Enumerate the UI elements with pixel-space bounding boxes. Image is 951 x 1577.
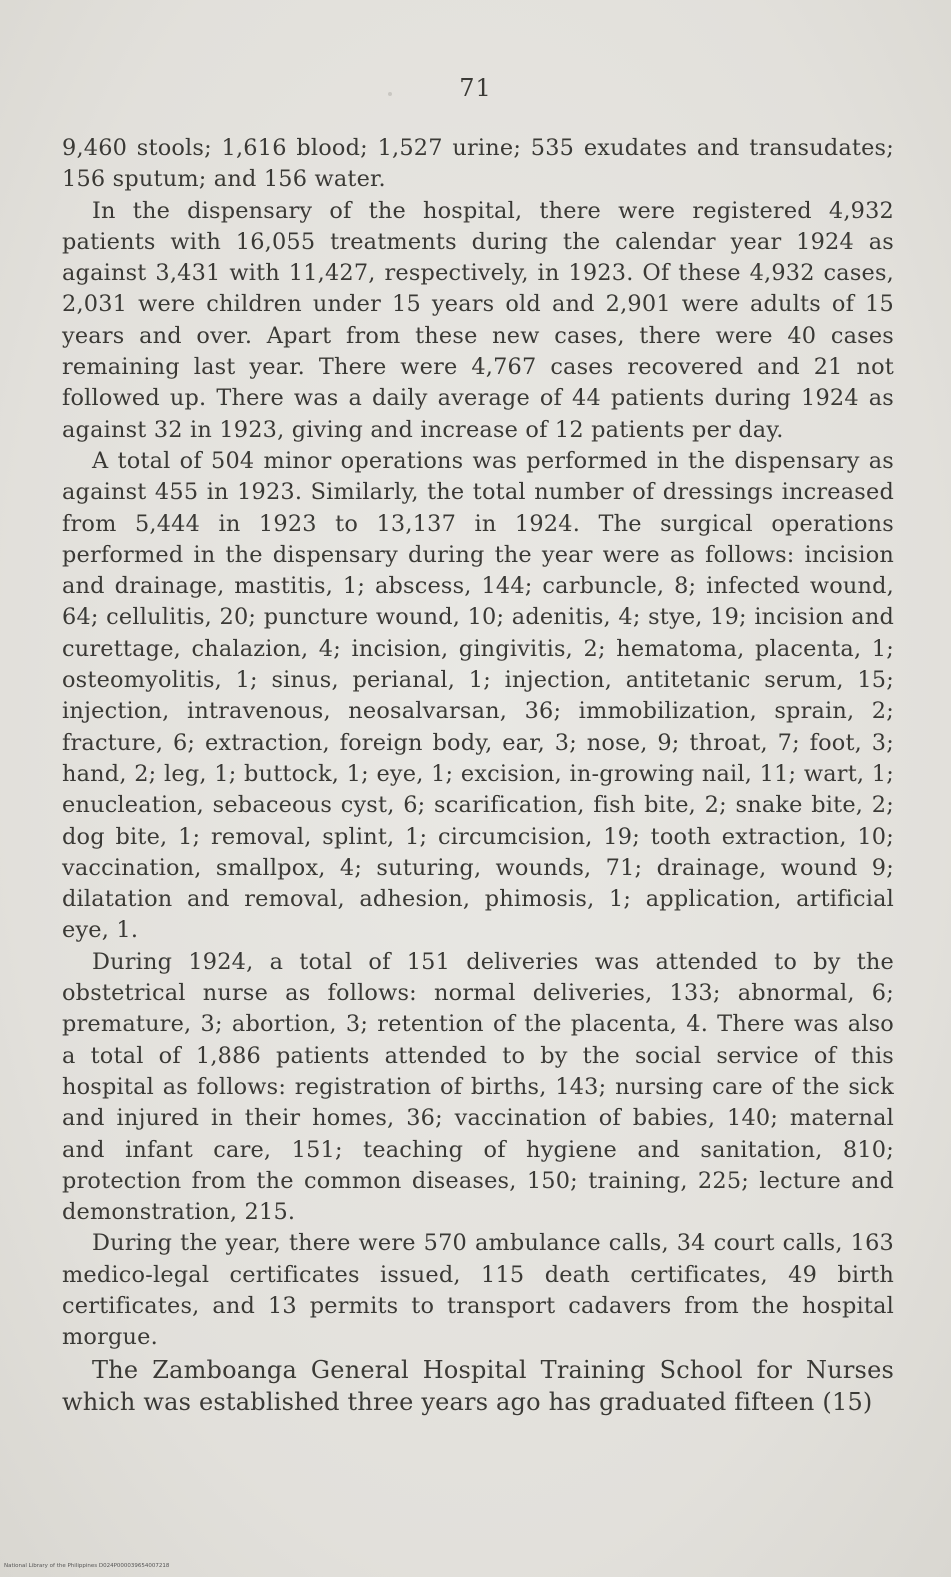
paragraph-dispensary-patients: In the dispensary of the hospital, there were registered 4,932 patients with 16,055 treatments during the calendar year 1924 as against 3,431 with 11,427, respectively, in 1923. Of these 4,932 cases, 2,031 were children under 15 years old and 2,901 were adults of 15 years and over. Apart from these new cases, there were 40 cases remaining last year. There were 4,767 cases recovered and 21 not followed up. There was a daily average of 44 patients during 1924 as against 32 in 1923, giving and increase of 12 patients per day. (62, 197, 894, 443)
paragraph-nursing-school: The Zamboanga General Hospital Training School for Nurses which was established three years ago has graduated fifteen (15) (62, 1355, 894, 1416)
paragraph-minor-operations: A total of 504 minor operations was performed in the dispensary as against 455 in 1923. Similarly, the total number of dressings increased from 5,444 in 1923 to 13,137 in 1924. The surgical operations performed in the dispensary during the year were as follows: incision and drainage, mastitis, 1; abscess, 144; carbuncle, 8; infected wound, 64; cellulitis, 20; puncture wound, 10; adenitis, 4; stye, 19; incision and curettage, chalazion, 4; incision, gingivitis, 2; hematoma, placenta, 1; osteomyolitis, 1; sinus, perianal, 1; injection, antitetanic serum, 15; injection, intravenous, neosalvarsan, 36; immobilization, sprain, 2; fracture, 6; extraction, foreign body, ear, 3; nose, 9; throat, 7; foot, 3; hand, 2; leg, 1; buttock, 1; eye, 1; excision, in-growing nail, 11; wart, 1; enucleation, sebaceous cyst, 6; scarification, fish bite, 2; snake bite, 2; dog bite, 1; removal, splint, 1; circumcision, 19; tooth extraction, 10; vaccination, smallpox, 4; suturing, wounds, 71; drainage, wound 9; dilatation and removal, adhesion, phimosis, 1; application, artificial eye, 1. (62, 447, 894, 944)
paragraph-lab-exams-continued: 9,460 stools; 1,616 blood; 1,527 urine; 535 exudates and transudates; 156 sputum; and 156 water. (62, 135, 894, 193)
paragraph-deliveries-social-service: During 1924, a total of 151 deliveries was attended to by the obstetrical nurse as follows: normal deliveries, 133; abnormal, 6; premature, 3; abortion, 3; retention of the placenta, 4. There was also a total of 1,886 patients attended to by the social service of this hospital as follows: registration of births, 143; nursing care of the sick and injured in their homes, 36; vaccination of babies, 140; maternal and infant care, 151; teaching of hygiene and sanitation, 810; protection from the common diseases, 150; training, 225; lecture and demonstration, 215. (62, 948, 894, 1226)
paragraph-ambulance-certificates: During the year, there were 570 ambulance calls, 34 court calls, 163 medico-legal certificates issued, 115 death certificates, 49 birth certificates, and 13 permits to transport cadavers from the hospital morgue. (62, 1230, 894, 1351)
library-footer-note: National Library of the Philippines D024P000039654007218 (4, 1563, 170, 1569)
page-number: 71 (459, 74, 492, 102)
body-text (62, 133, 894, 1418)
